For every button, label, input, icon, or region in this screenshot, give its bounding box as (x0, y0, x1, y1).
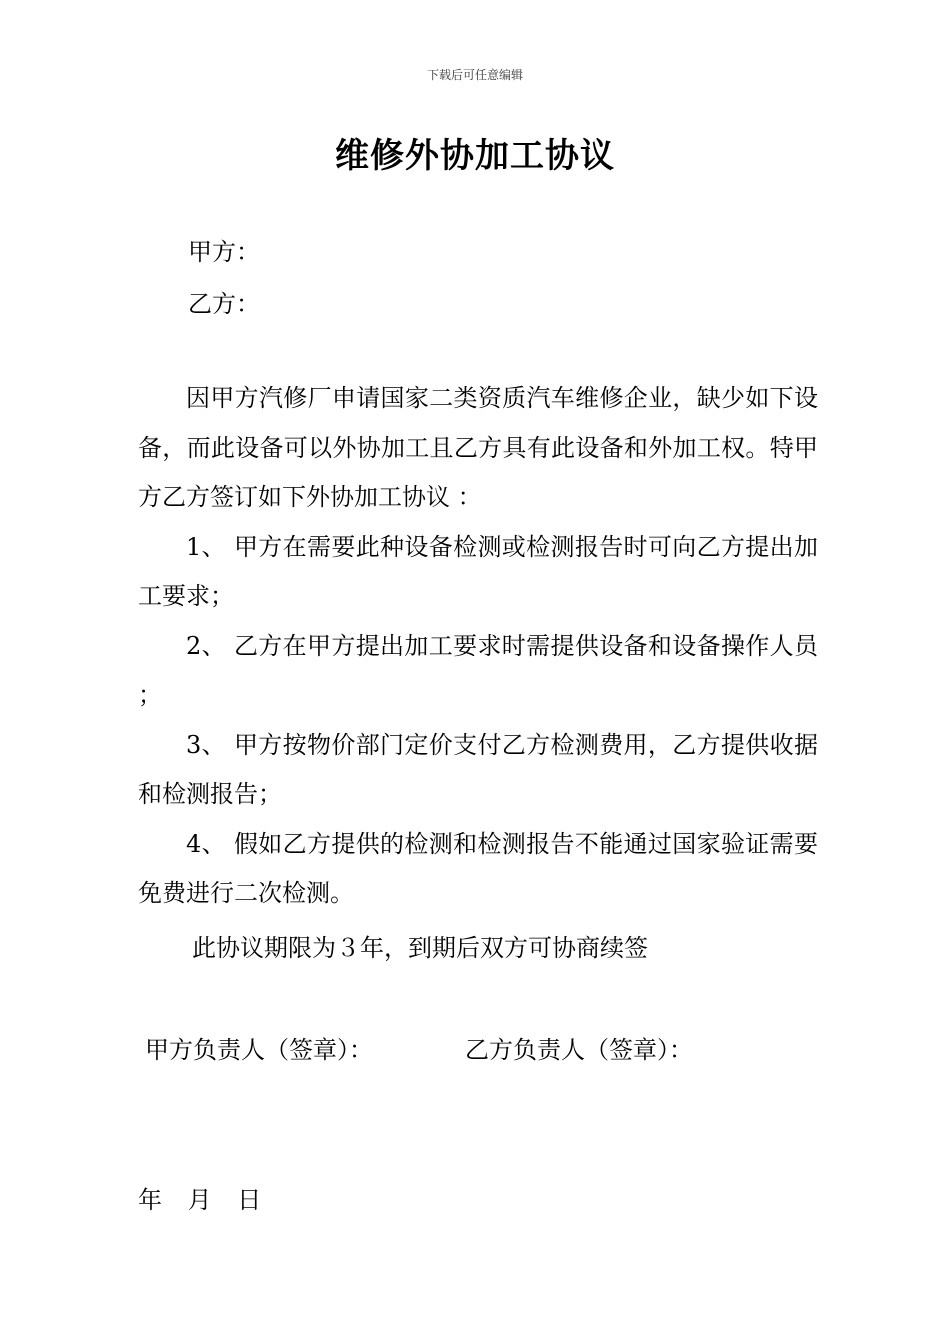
date-month: 月 (187, 1186, 212, 1214)
clause-1: 1、 甲方在需要此种设备检测或检测报告时可向乙方提出加工要求； (138, 532, 818, 610)
page-header-note: 下载后可任意编辑 (426, 68, 523, 82)
intro-paragraph: 因甲方汽修厂申请国家二类资质汽车维修企业，缺少如下设备，而此设备可以外协加工且乙方具有此设备和外加工权。特甲方乙方签订如下外协加工协议 ： (138, 384, 818, 511)
clause-3: 3、 甲方按物价部门定价支付乙方检测费用，乙方提供收据和检测报告； (138, 730, 818, 808)
party-a-label: 甲方： (188, 238, 260, 266)
party-b-label: 乙方： (188, 290, 260, 318)
date-line (138, 1180, 279, 1215)
term-statement: 此协议期限为３年，到期后双方可协商续签 (192, 934, 648, 962)
party-b-signature: 乙方负责人（签章）： (465, 1036, 693, 1064)
clause-2: 2、 乙方在甲方提出加工要求时需提供设备和设备操作人员 ； (138, 631, 818, 709)
party-a-signature: 甲方负责人（签章）： (145, 1036, 373, 1064)
date-year: 年 (138, 1186, 162, 1214)
clause-4: 4、 假如乙方提供的检测和检测报告不能通过国家验证需要免费进行二次检测。 (138, 829, 818, 907)
date-day: 日 (237, 1186, 262, 1214)
document-title: 维修外协加工协议 (335, 136, 615, 176)
agreement-body (138, 374, 818, 919)
